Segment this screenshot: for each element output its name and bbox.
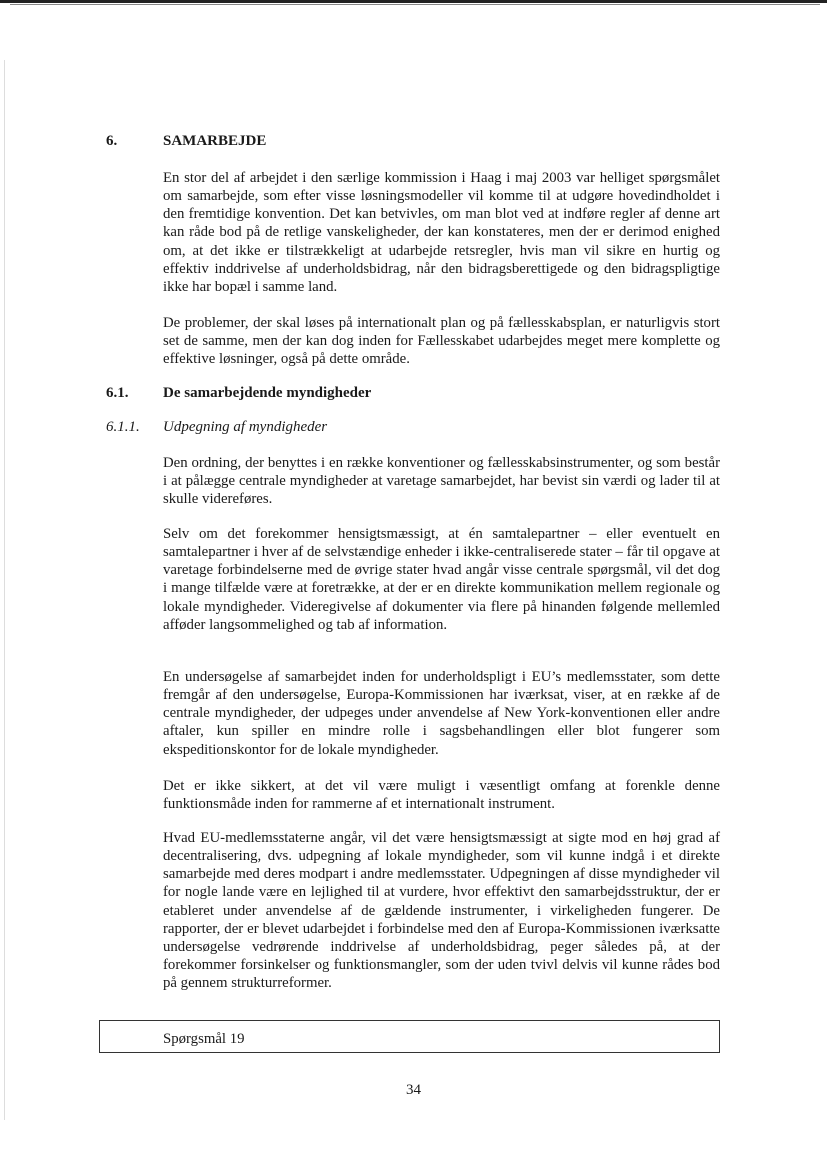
question-label: Spørgsmål 19	[163, 1031, 245, 1047]
paragraph-2: De problemer, der skal løses på internationalt plan og på fællesskabsplan, er naturligvis stort set de samme, men der kan dog inden for Fællesskabet udarbejdes meget mere komplette og effektive løsninger, også på dette område.	[163, 315, 720, 368]
section-6-1-number: 6.1.	[106, 385, 129, 401]
paragraph-7: Hvad EU-medlemsstaterne angår, vil det være hensigtsmæssigt at sigte mod en høj grad af decentralisering, dvs. udpegning af lokale myndigheder, som vil kunne indgå i et direkte samarbejde med deres modpart i andre medlemsstater. Udpegningen af disse myndigheder vil for nogle lande være en lejlighed til at vurdere, hvor effektivt den samarbejdsstruktur, der er etableret under anvendelse af de gældende instrumenter, i virkeligheden fungerer. De rapporter, der er blevet udarbejdet i forbindelse med den af Europa-Kommissionen iværksatte undersøgelse vedrørende inddrivelse af underholdsbidrag, peger således på, at der forekommer forsinkelser og funktionsmangler, som der uden tvivl delvis vil kunne rådes bod på gennem strukturreformer.	[163, 830, 720, 992]
paragraph-5: En undersøgelse af samarbejdet inden for underholdspligt i EU’s medlemsstater, som dette fremgår af den undersøgelse, Europa-Kommissionen har iværksat, viser, at en række af de centrale myndigheder, der udpeges under anvendelse af New York-konventionen eller andre aftaler, kun spiller en mindre rolle i sagsbehandlingen eller blot fungerer som ekspeditionskontor for de lokale myndigheder.	[163, 669, 720, 758]
page-number: 34	[406, 1082, 421, 1098]
section-6-1-1-number: 6.1.1.	[106, 419, 140, 435]
question-box	[99, 1020, 720, 1053]
left-scan-edge	[4, 60, 5, 1120]
paragraph-6: Det er ikke sikkert, at det vil være muligt i væsentligt omfang at forenkle denne funktionsmåde inden for rammerne af et internationalt instrument.	[163, 778, 720, 813]
section-6-number: 6.	[106, 133, 118, 149]
top-scan-rule	[0, 0, 827, 3]
section-6-1-1-title: Udpegning af myndigheder	[163, 419, 328, 435]
section-6-title: SAMARBEJDE	[163, 133, 267, 149]
paragraph-3: Den ordning, der benyttes i en række konventioner og fællesskabsinstrumenter, og som består i at pålægge centrale myndigheder at varetage samarbejdet, har bevist sin værdi og lader til at skulle videreføres.	[163, 455, 720, 508]
top-scan-rule-thin	[10, 4, 820, 5]
paragraph-4: Selv om det forekommer hensigtsmæssigt, at én samtalepartner – eller eventuelt en samtalepartner i hver af de selvstændige enheder i ikke-centraliserede stater – får til opgave at varetage forbindelserne med de øvrige stater hvad angår visse centrale spørgsmål, vil det dog i mange tilfælde være at foretrække, at der er en direkte kommunikation mellem regionale og lokale myndigheder. Videregivelse af dokumenter via flere på hinanden følgende mellemled afføder langsommelighed og tab af information.	[163, 526, 720, 633]
section-6-1-title: De samarbejdende myndigheder	[163, 385, 372, 401]
paragraph-1: En stor del af arbejdet i den særlige kommission i Haag i maj 2003 var helliget spørgsmålet om samarbejde, som efter visse løsningsmodeller vil komme til at udgøre hovedindholdet i den fremtidige konvention. Det kan betvivles, om man blot ved at indføre regler af denne art kan råde bod på de retlige vanskeligheder, der kan konstateres, men der er derimod enighed om, at det ikke er tilstrækkeligt at udarbejde retsregler, hvis man vil sikre en hurtig og effektiv inddrivelse af underholdsbidrag, når den bidragsberettigede og den bidragspligtige ikke har bopæl i samme land.	[163, 170, 720, 295]
